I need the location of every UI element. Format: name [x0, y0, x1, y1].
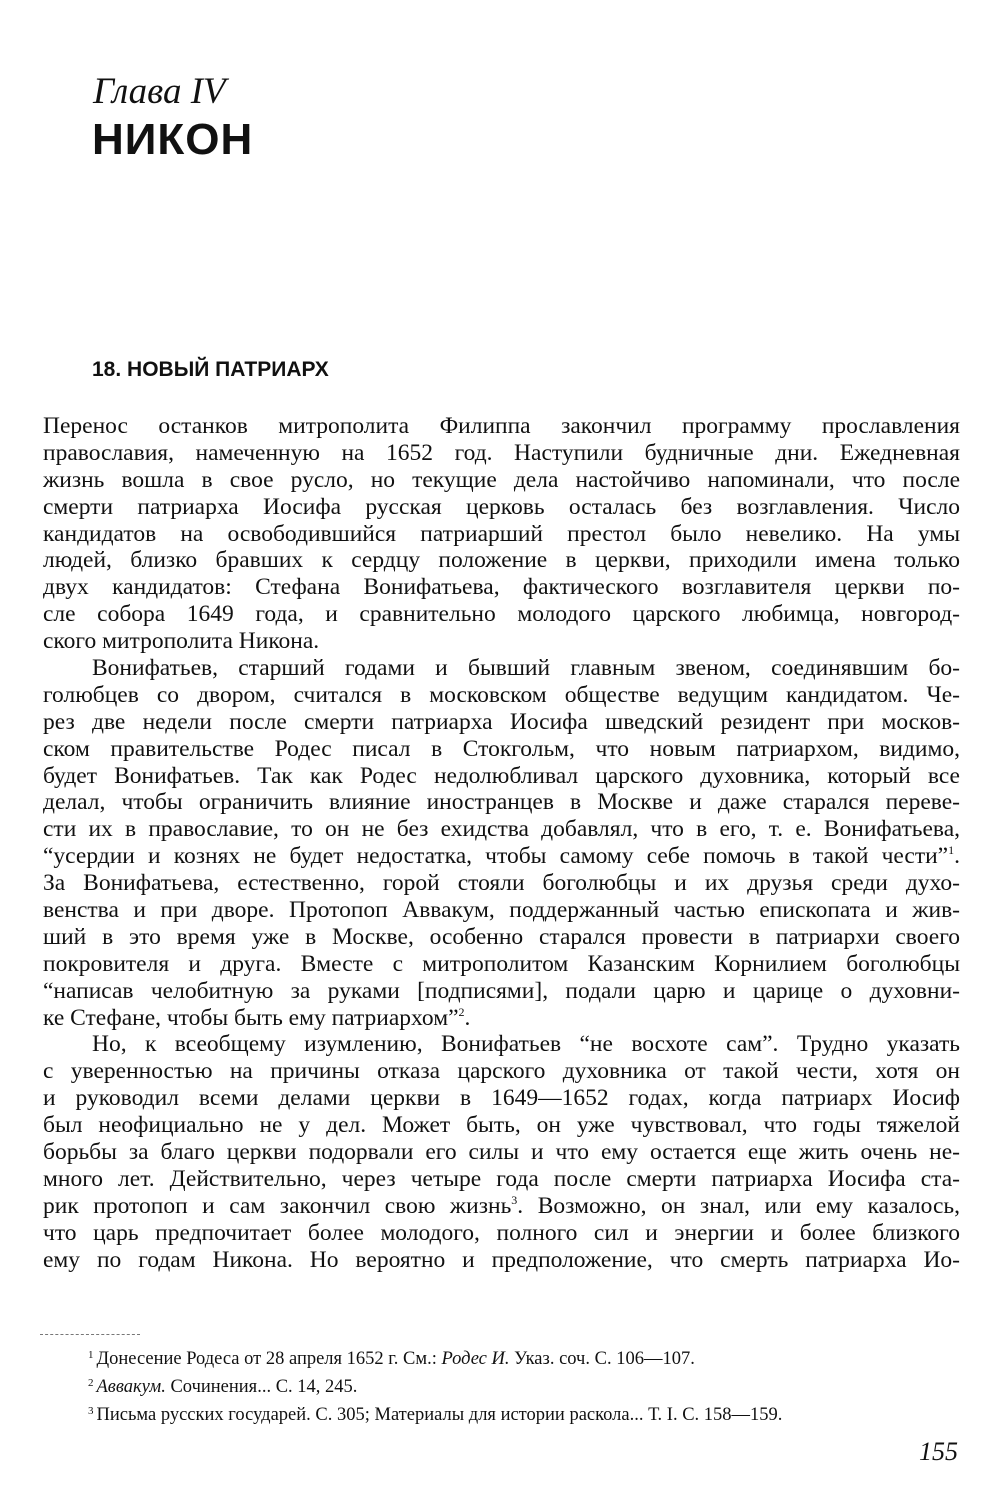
text-line: с уверенностью на причины отказа царского духовника от такой чести, хотя он	[43, 1058, 960, 1085]
footnote-italic-author: Аввакум.	[96, 1377, 166, 1397]
text-line: Вонифатьев, старший годами и бывший главным звеном, соединявшим бо-	[92, 655, 960, 682]
page-number: 155	[919, 1437, 958, 1466]
footnote-text: Донесение Родеса от 28 апреля 1652 г. См.:	[96, 1349, 442, 1369]
footnote-number: 2	[88, 1377, 94, 1389]
text-line: За Вонифатьева, естественно, горой стояли боголюбцы и их друзья среди духо-	[43, 870, 960, 897]
text-line: людей, близко бравших к сердцу положение в церкви, приходили имена только	[43, 547, 960, 574]
text-segment: . Возможно, он знал, или ему казалось,	[517, 1192, 960, 1219]
text-line: и руководил всеми делами церкви в 1649—1652 годах, когда патриарх Иосиф	[43, 1085, 960, 1112]
text-line: Но, к всеобщему изумлению, Вонифатьев “не восхоте сам”. Трудно указать	[92, 1031, 960, 1058]
text-line: ему по годам Никона. Но вероятно и предположение, что смерть патриарха Ио-	[43, 1246, 960, 1273]
footnote-1	[88, 1343, 948, 1371]
text-line: жизнь вошла в свое русло, но текущие дела настойчиво напоминали, что после	[43, 466, 960, 493]
text-line: покровителя и друга. Вместе с митрополитом Казанским Корнилием боголюбцы	[43, 950, 960, 977]
section-heading: 18. НОВЫЙ ПАТРИАРХ	[92, 358, 329, 381]
text-line: ший в это время уже в Москве, особенно старался провести в патриархи своего	[43, 923, 960, 950]
footnote-number: 1	[88, 1349, 94, 1361]
text-line: православия, намеченную на 1652 год. Наступили будничные дни. Ежедневная	[43, 439, 960, 466]
text-line: что царь предпочитает более молодого, полного сил и энергии и более близкого	[43, 1219, 960, 1246]
text-line: Перенос останков митрополита Филиппа закончил программу прославления	[43, 413, 960, 439]
footnote-2	[88, 1371, 948, 1399]
text-line: был неофициально не у дел. Может быть, он уже чувствовал, что годы тяжелой	[43, 1112, 960, 1139]
footnote-text: Указ. соч. С. 106—107.	[509, 1349, 695, 1369]
footnote-3	[88, 1399, 948, 1427]
chapter-title: НИКОН	[92, 115, 254, 164]
text-line: сти их в православие, то он не без ехидства добавлял, что в его, т. е. Вонифатьева,	[43, 816, 960, 843]
footnote-italic-author: Родес И.	[441, 1349, 510, 1369]
text-segment: рик протопоп и сам закончил свою жизнь	[43, 1192, 512, 1219]
text-line: будет Вонифатьев. Так как Родес недолюбливал царского духовника, который все	[43, 762, 960, 789]
text-line: ского митрополита Никона.	[43, 628, 320, 655]
footnote-number: 3	[88, 1405, 94, 1417]
text-line: смерти патриарха Иосифа русская церковь осталась без возглавления. Число	[43, 493, 960, 520]
footnote-ref-2: 2	[458, 1004, 465, 1019]
text-segment: “усердии и кознях не будет недостатка, чтобы самому себе помочь в такой чести”	[43, 843, 949, 870]
text-line: венства и при дворе. Протопоп Аввакум, поддержанный частью епископата и жив-	[43, 897, 960, 924]
text-line: сле собора 1649 года, и сравнительно молодого царского любимца, новгород-	[43, 601, 960, 628]
text-line: много лет. Действительно, через четыре года после смерти патриарха Иосифа ста-	[43, 1165, 960, 1192]
chapter-label: Глава IV	[93, 71, 226, 112]
body-text	[43, 413, 960, 1274]
footnote-ref-3: 3	[511, 1192, 518, 1207]
text-line-with-footnote-ref	[43, 1193, 960, 1220]
text-line-with-footnote-ref	[43, 1005, 960, 1032]
text-line: ском правительстве Родес писал в Стокгольм, что новым патриархом, видимо,	[43, 735, 960, 762]
footnote-ref-1: 1	[948, 843, 955, 858]
text-line: борьбы за благо церкви подорвали его силы и что ему остается еще жить очень не-	[43, 1139, 960, 1166]
text-line-with-footnote-ref	[43, 843, 960, 870]
footnote-separator	[40, 1334, 140, 1335]
text-segment: .	[954, 843, 960, 870]
text-line: рез две недели после смерти патриарха Иосифа шведский резидент при москов-	[43, 708, 960, 735]
text-segment: .	[464, 1004, 471, 1031]
text-line: “написав челобитную за руками [подписями], подали царю и царице о духовни-	[43, 977, 960, 1004]
text-line: делал, чтобы ограничить влияние иностранцев в Москве и даже старался переве-	[43, 789, 960, 816]
footnote-text: Сочинения... С. 14, 245.	[165, 1377, 358, 1397]
text-line: двух кандидатов: Стефана Вонифатьева, фактического возглавителя церкви по-	[43, 574, 960, 601]
text-line: кандидатов на освободившийся патриарший престол было невелико. На умы	[43, 520, 960, 547]
footnote-text: Письма русских государей. С. 305; Материалы для истории раскола... Т. I. С. 158—159.	[96, 1405, 783, 1425]
text-segment: ке Стефане, чтобы быть ему патриархом”	[43, 1004, 459, 1031]
footnotes	[88, 1343, 948, 1427]
text-line: голюбцев со двором, считался в московском обществе ведущим кандидатом. Че-	[43, 681, 960, 708]
